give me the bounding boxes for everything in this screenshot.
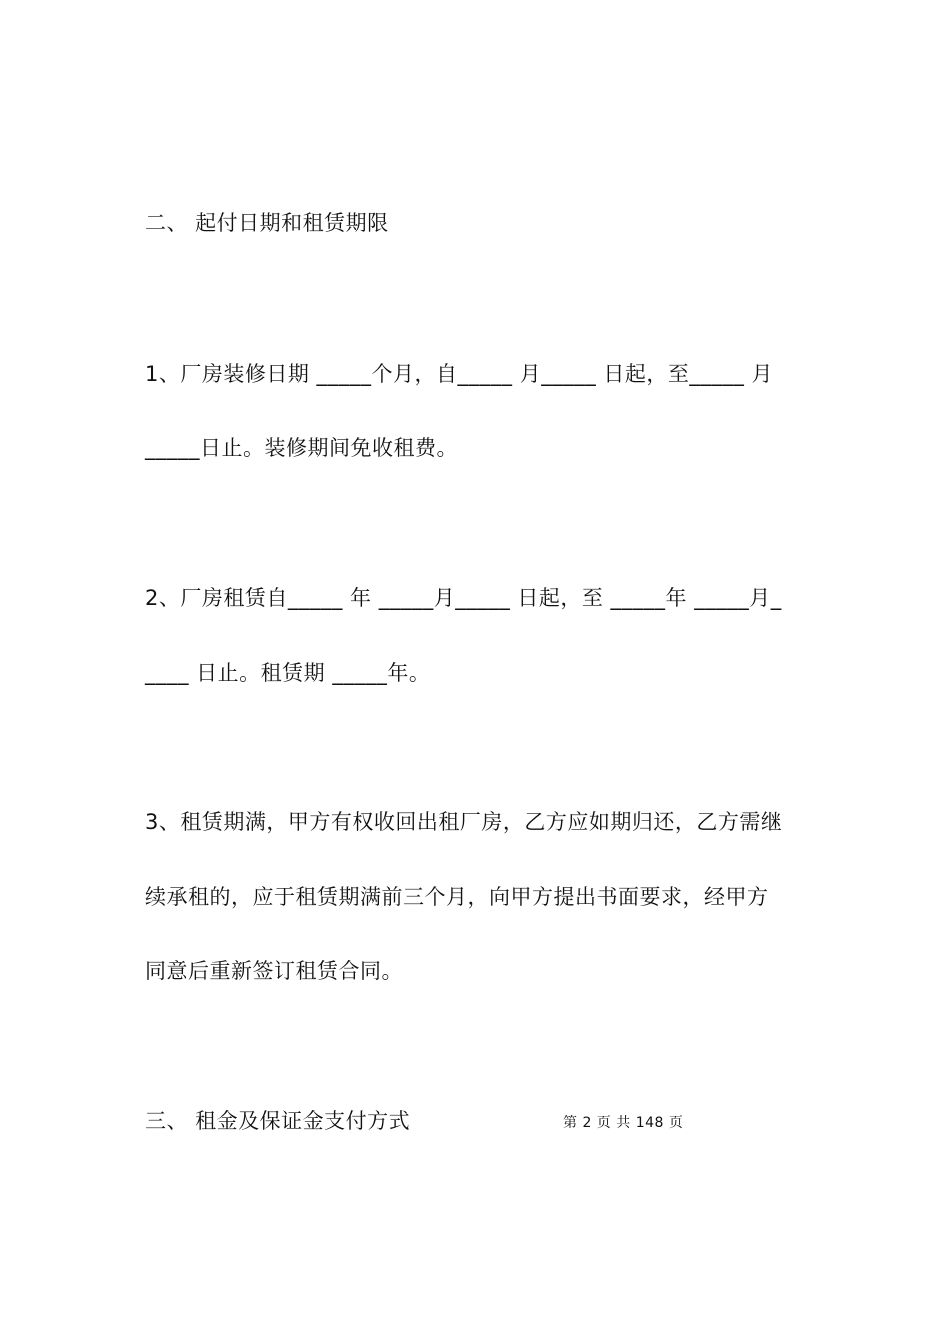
clause-3-line-2: 续承租的，应于租赁期满前三个月，向甲方提出书面要求，经甲方 — [145, 885, 769, 909]
clause-3-line-1: 3、租赁期满，甲方有权收回出租厂房，乙方应如期归还，乙方需继 — [145, 810, 783, 834]
page-number-footer: 第 2 页 共 148 页 — [563, 1115, 684, 1131]
clause-1-line-2: _____日止。装修期间免收租费。 — [145, 436, 458, 460]
clause-2-line-1: 2、厂房租赁自_____ 年 _____月_____ 日起，至 _____年 _____月_ — [145, 586, 782, 610]
section-heading-3: 三、 租金及保证金支付方式 — [145, 1109, 411, 1133]
section-heading-2: 二、 起付日期和租赁期限 — [145, 211, 389, 235]
clause-2-line-2: ____ 日止。租赁期 _____年。 — [145, 661, 431, 685]
clause-3-line-3: 同意后重新签订租赁合同。 — [145, 959, 403, 983]
clause-1-line-1: 1、厂房装修日期 _____个月，自_____ 月_____ 日起，至_____ 月 — [145, 362, 774, 386]
